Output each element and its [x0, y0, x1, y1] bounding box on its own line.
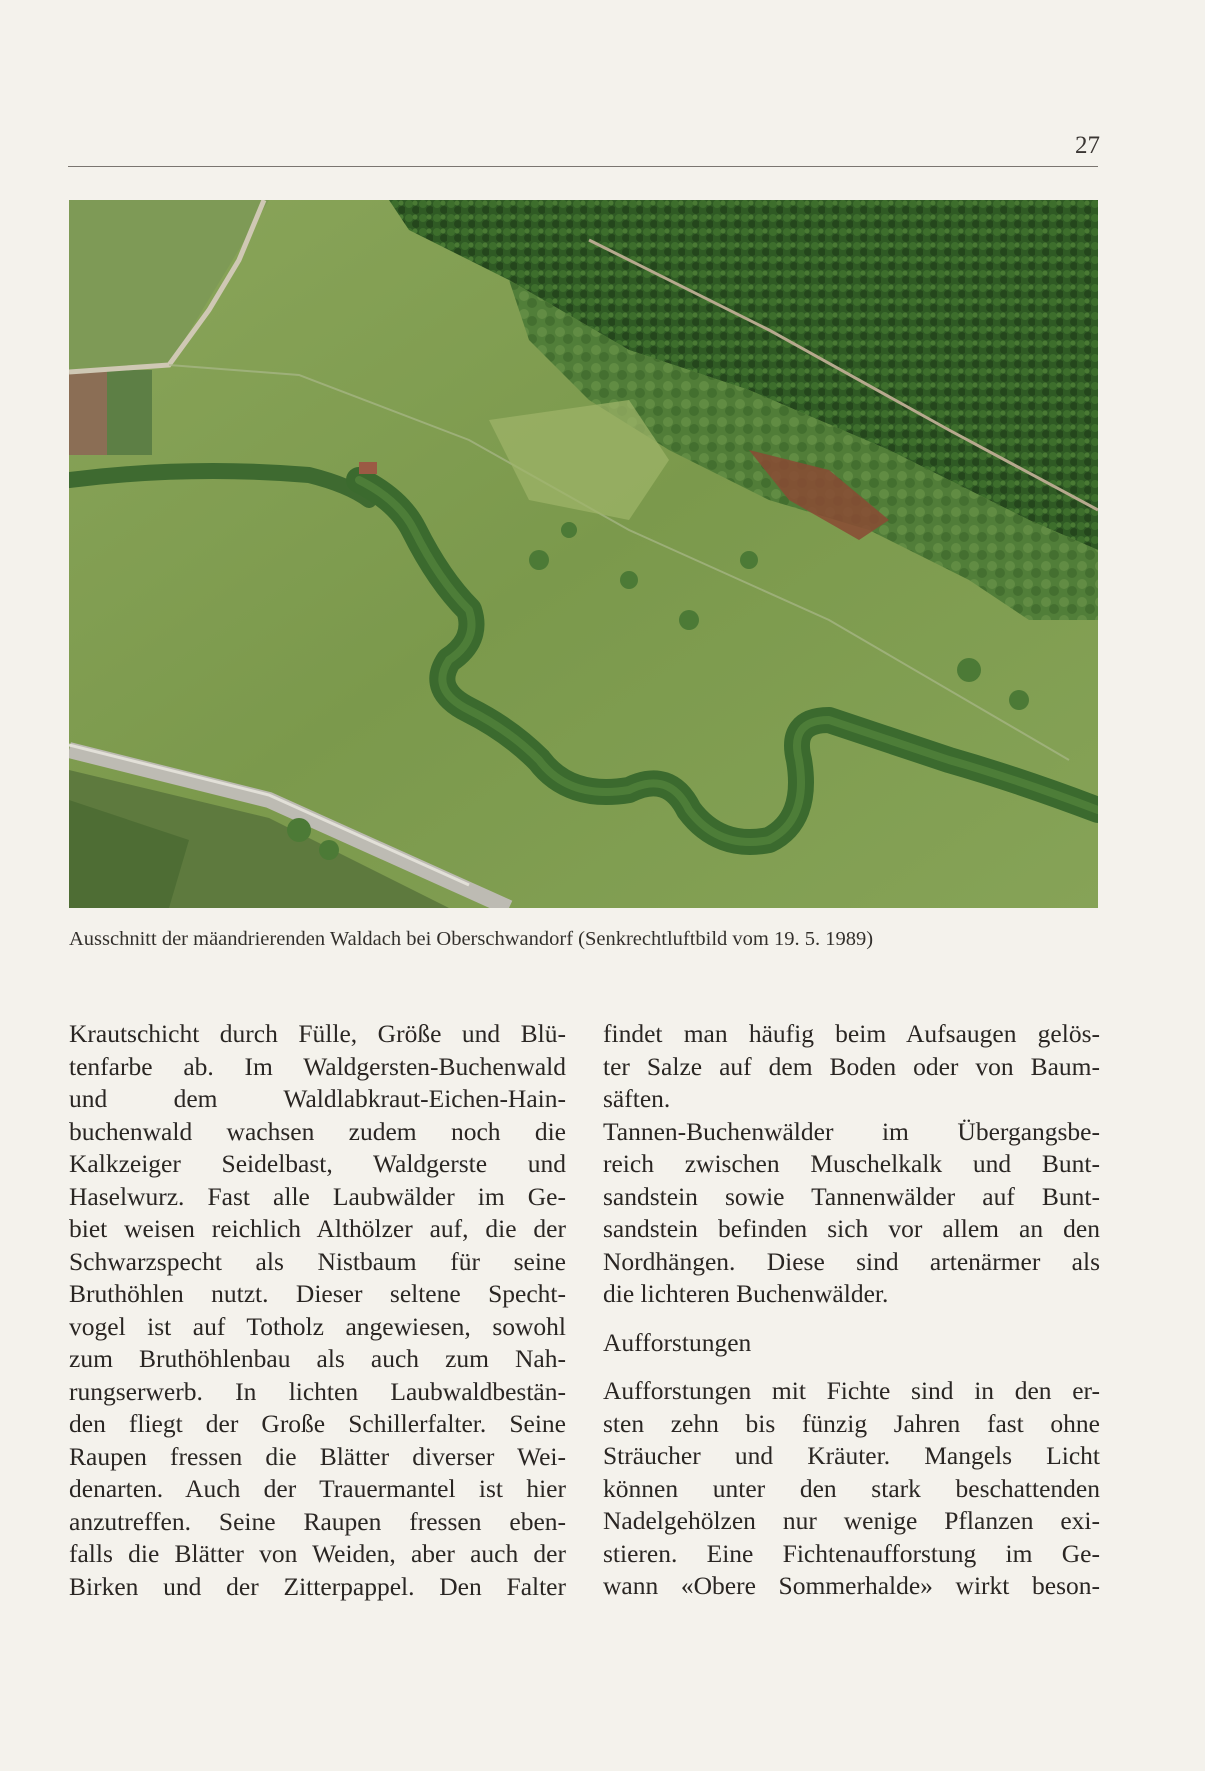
- figure-caption: Ausschnitt der mäandrierenden Waldach bei Oberschwandorf (Senkrechtluftbild vom 19. 5. 1989): [69, 928, 874, 950]
- aerial-photo: [69, 200, 1098, 908]
- text-line: tenfarbe ab. Im Waldgersten-Buchenwald: [69, 1051, 566, 1081]
- text-line: säften.: [603, 1084, 671, 1113]
- text-line: denarten. Auch der Trauermantel ist hier: [69, 1474, 566, 1503]
- right-paragraph-1: [603, 1018, 1100, 1116]
- text-line: und dem Waldlabkraut-Eichen-Hain-: [69, 1084, 566, 1113]
- text-line: können unter den stark beschattenden: [603, 1473, 1100, 1503]
- text-line: wann «Obere Sommerhalde» wirkt beson-: [603, 1571, 1100, 1600]
- text-line: reich zwischen Muschelkalk und Bunt-: [603, 1149, 1100, 1178]
- text-line: Nadelgehölzen nur wenige Pflanzen exi-: [603, 1506, 1100, 1535]
- header-rule: [68, 166, 1098, 167]
- section-heading: Aufforstungen: [603, 1327, 752, 1357]
- text-line: ter Salze auf dem Boden oder von Baum-: [603, 1051, 1100, 1081]
- text-line: Aufforstungen mit Fichte sind in den er-: [603, 1376, 1100, 1405]
- text-line: falls die Blätter von Weiden, aber auch der: [69, 1539, 566, 1568]
- text-line: Raupen fressen die Blätter diverser Wei-: [69, 1441, 566, 1471]
- text-line: Tannen-Buchenwälder im Übergangsbe-: [603, 1116, 1100, 1146]
- text-line: Sträucher und Kräuter. Mangels Licht: [603, 1441, 1100, 1470]
- text-line: Nordhängen. Diese sind artenärmer als: [603, 1246, 1100, 1276]
- text-line: rungserwerb. In lichten Laubwaldbestän-: [69, 1376, 566, 1406]
- right-paragraph-3: [603, 1375, 1100, 1603]
- text-line: Schwarzspecht als Nistbaum für seine: [69, 1246, 566, 1276]
- text-line: Krautschicht durch Fülle, Größe und Blü-: [69, 1019, 566, 1048]
- text-line: Bruthöhlen nutzt. Dieser seltene Specht-: [69, 1279, 566, 1308]
- text-line: Birken und der Zitterpappel. Den Falter: [69, 1571, 566, 1601]
- text-line: zum Bruthöhlenbau als auch zum Nah-: [69, 1344, 566, 1373]
- text-line: sandstein befinden sich vor allem an den: [603, 1214, 1100, 1243]
- text-line: Kalkzeiger Seidelbast, Waldgerste und: [69, 1149, 566, 1178]
- text-line: anzutreffen. Seine Raupen fressen eben-: [69, 1506, 566, 1536]
- right-paragraph-2: [603, 1116, 1100, 1311]
- text-line: findet man häufig beim Aufsaugen gelös-: [603, 1019, 1100, 1048]
- text-line: die lichteren Buchenwälder.: [603, 1279, 889, 1308]
- page-number: 27: [1075, 132, 1100, 159]
- text-line: vogel ist auf Totholz angewiesen, sowohl: [69, 1311, 566, 1341]
- right-text-column: [603, 1018, 1100, 1603]
- text-line: stieren. Eine Fichtenaufforstung im Ge-: [603, 1538, 1100, 1568]
- text-line: buchenwald wachsen zudem noch die: [69, 1116, 566, 1146]
- text-line: den fliegt der Große Schillerfalter. Seine: [69, 1409, 566, 1438]
- text-line: sten zehn bis fünzig Jahren fast ohne: [603, 1408, 1100, 1438]
- aerial-photo-illustration: [69, 200, 1098, 908]
- left-paragraph: [69, 1018, 566, 1603]
- text-line: Haselwurz. Fast alle Laubwälder im Ge-: [69, 1181, 566, 1211]
- text-line: sandstein sowie Tannenwälder auf Bunt-: [603, 1181, 1100, 1211]
- left-text-column: [69, 1018, 566, 1603]
- text-line: biet weisen reichlich Althölzer auf, die der: [69, 1214, 566, 1243]
